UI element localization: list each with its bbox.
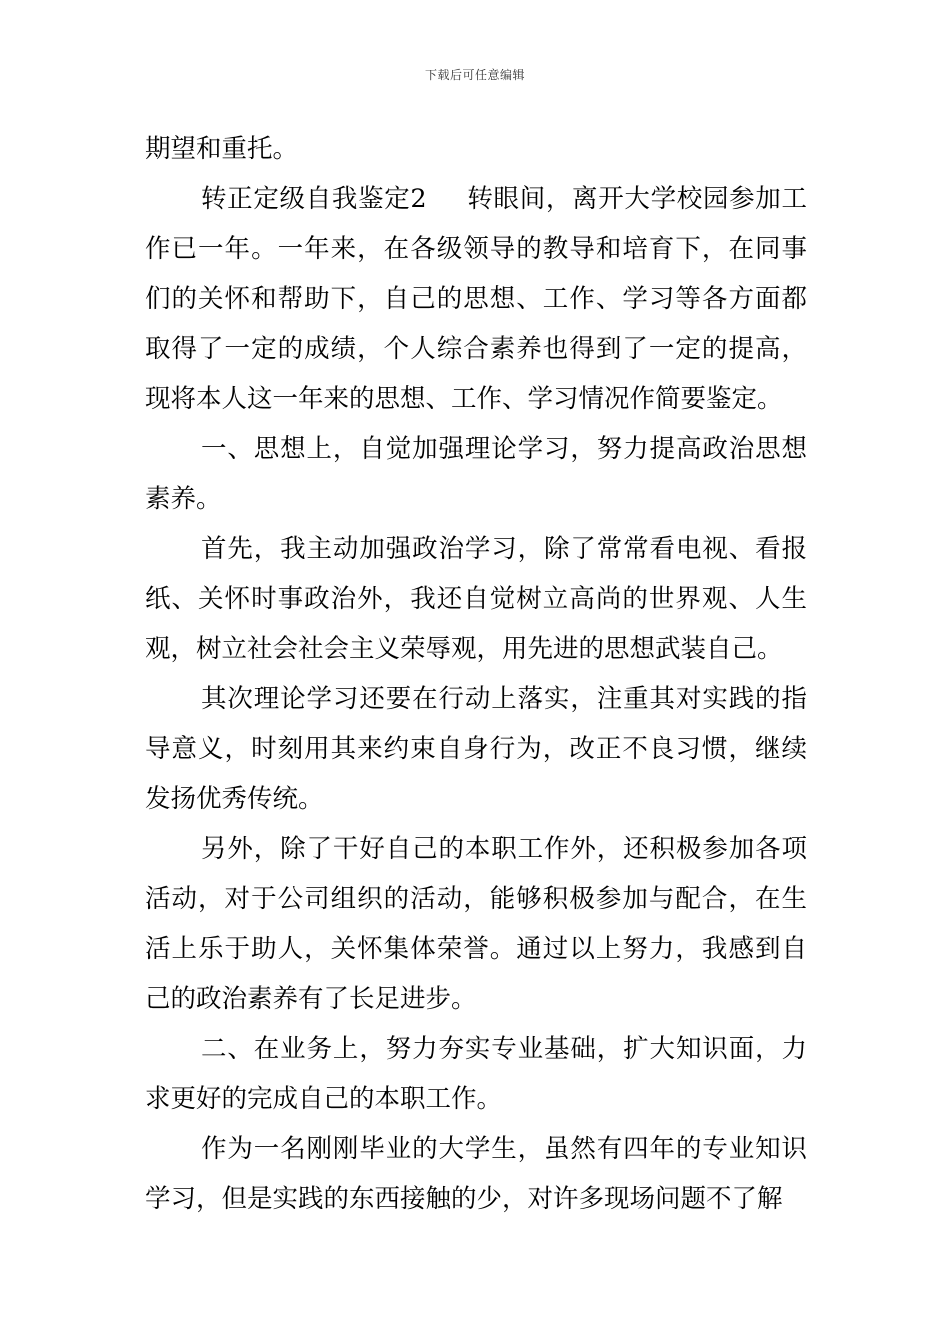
paragraph-continuation: 期望和重托。: [145, 134, 299, 164]
section-title: 转正定级自我鉴定2: [201, 184, 427, 214]
paragraph-second: 其次理论学习还要在行动上落实，注重其对实践的指导意义，时刻用其来约束自身行为，改正不良习惯，继续发扬优秀传统。: [145, 684, 807, 814]
paragraph-heading-business: 二、在业务上，努力夯实专业基础，扩大知识面，力求更好的完成自己的本职工作。: [145, 1034, 807, 1114]
section-intro-text: 转眼间，离开大学校园参加工作已一年。一年来，在各级领导的教导和培育下，在同事们的关怀和帮助下，自己的思想、工作、学习等各方面都取得了一定的成绩，个人综合素养也得到了一定的提高，现将本人这一年来的思想、工作、学习情况作简要鉴定。: [145, 184, 807, 414]
paragraph-heading-thought: 一、思想上，自觉加强理论学习，努力提高政治思想素养。: [145, 434, 807, 514]
page-header: 下载后可任意编辑: [424, 68, 525, 82]
paragraph-graduate: 作为一名刚刚毕业的大学生，虽然有四年的专业知识学习，但是实践的东西接触的少，对许多现场问题不了解: [145, 1134, 807, 1214]
document-body: [145, 124, 807, 1224]
paragraph-third: 另外，除了干好自己的本职工作外，还积极参加各项活动，对于公司组织的活动，能够积极参加与配合，在生活上乐于助人，关怀集体荣誉。通过以上努力，我感到自己的政治素养有了长足进步。: [145, 834, 807, 1014]
paragraph-first: 首先，我主动加强政治学习，除了常常看电视、看报纸、关怀时事政治外，我还自觉树立高尚的世界观、人生观，树立社会社会主义荣辱观，用先进的思想武装自己。: [145, 534, 807, 664]
paragraph-section-2: [145, 174, 807, 424]
